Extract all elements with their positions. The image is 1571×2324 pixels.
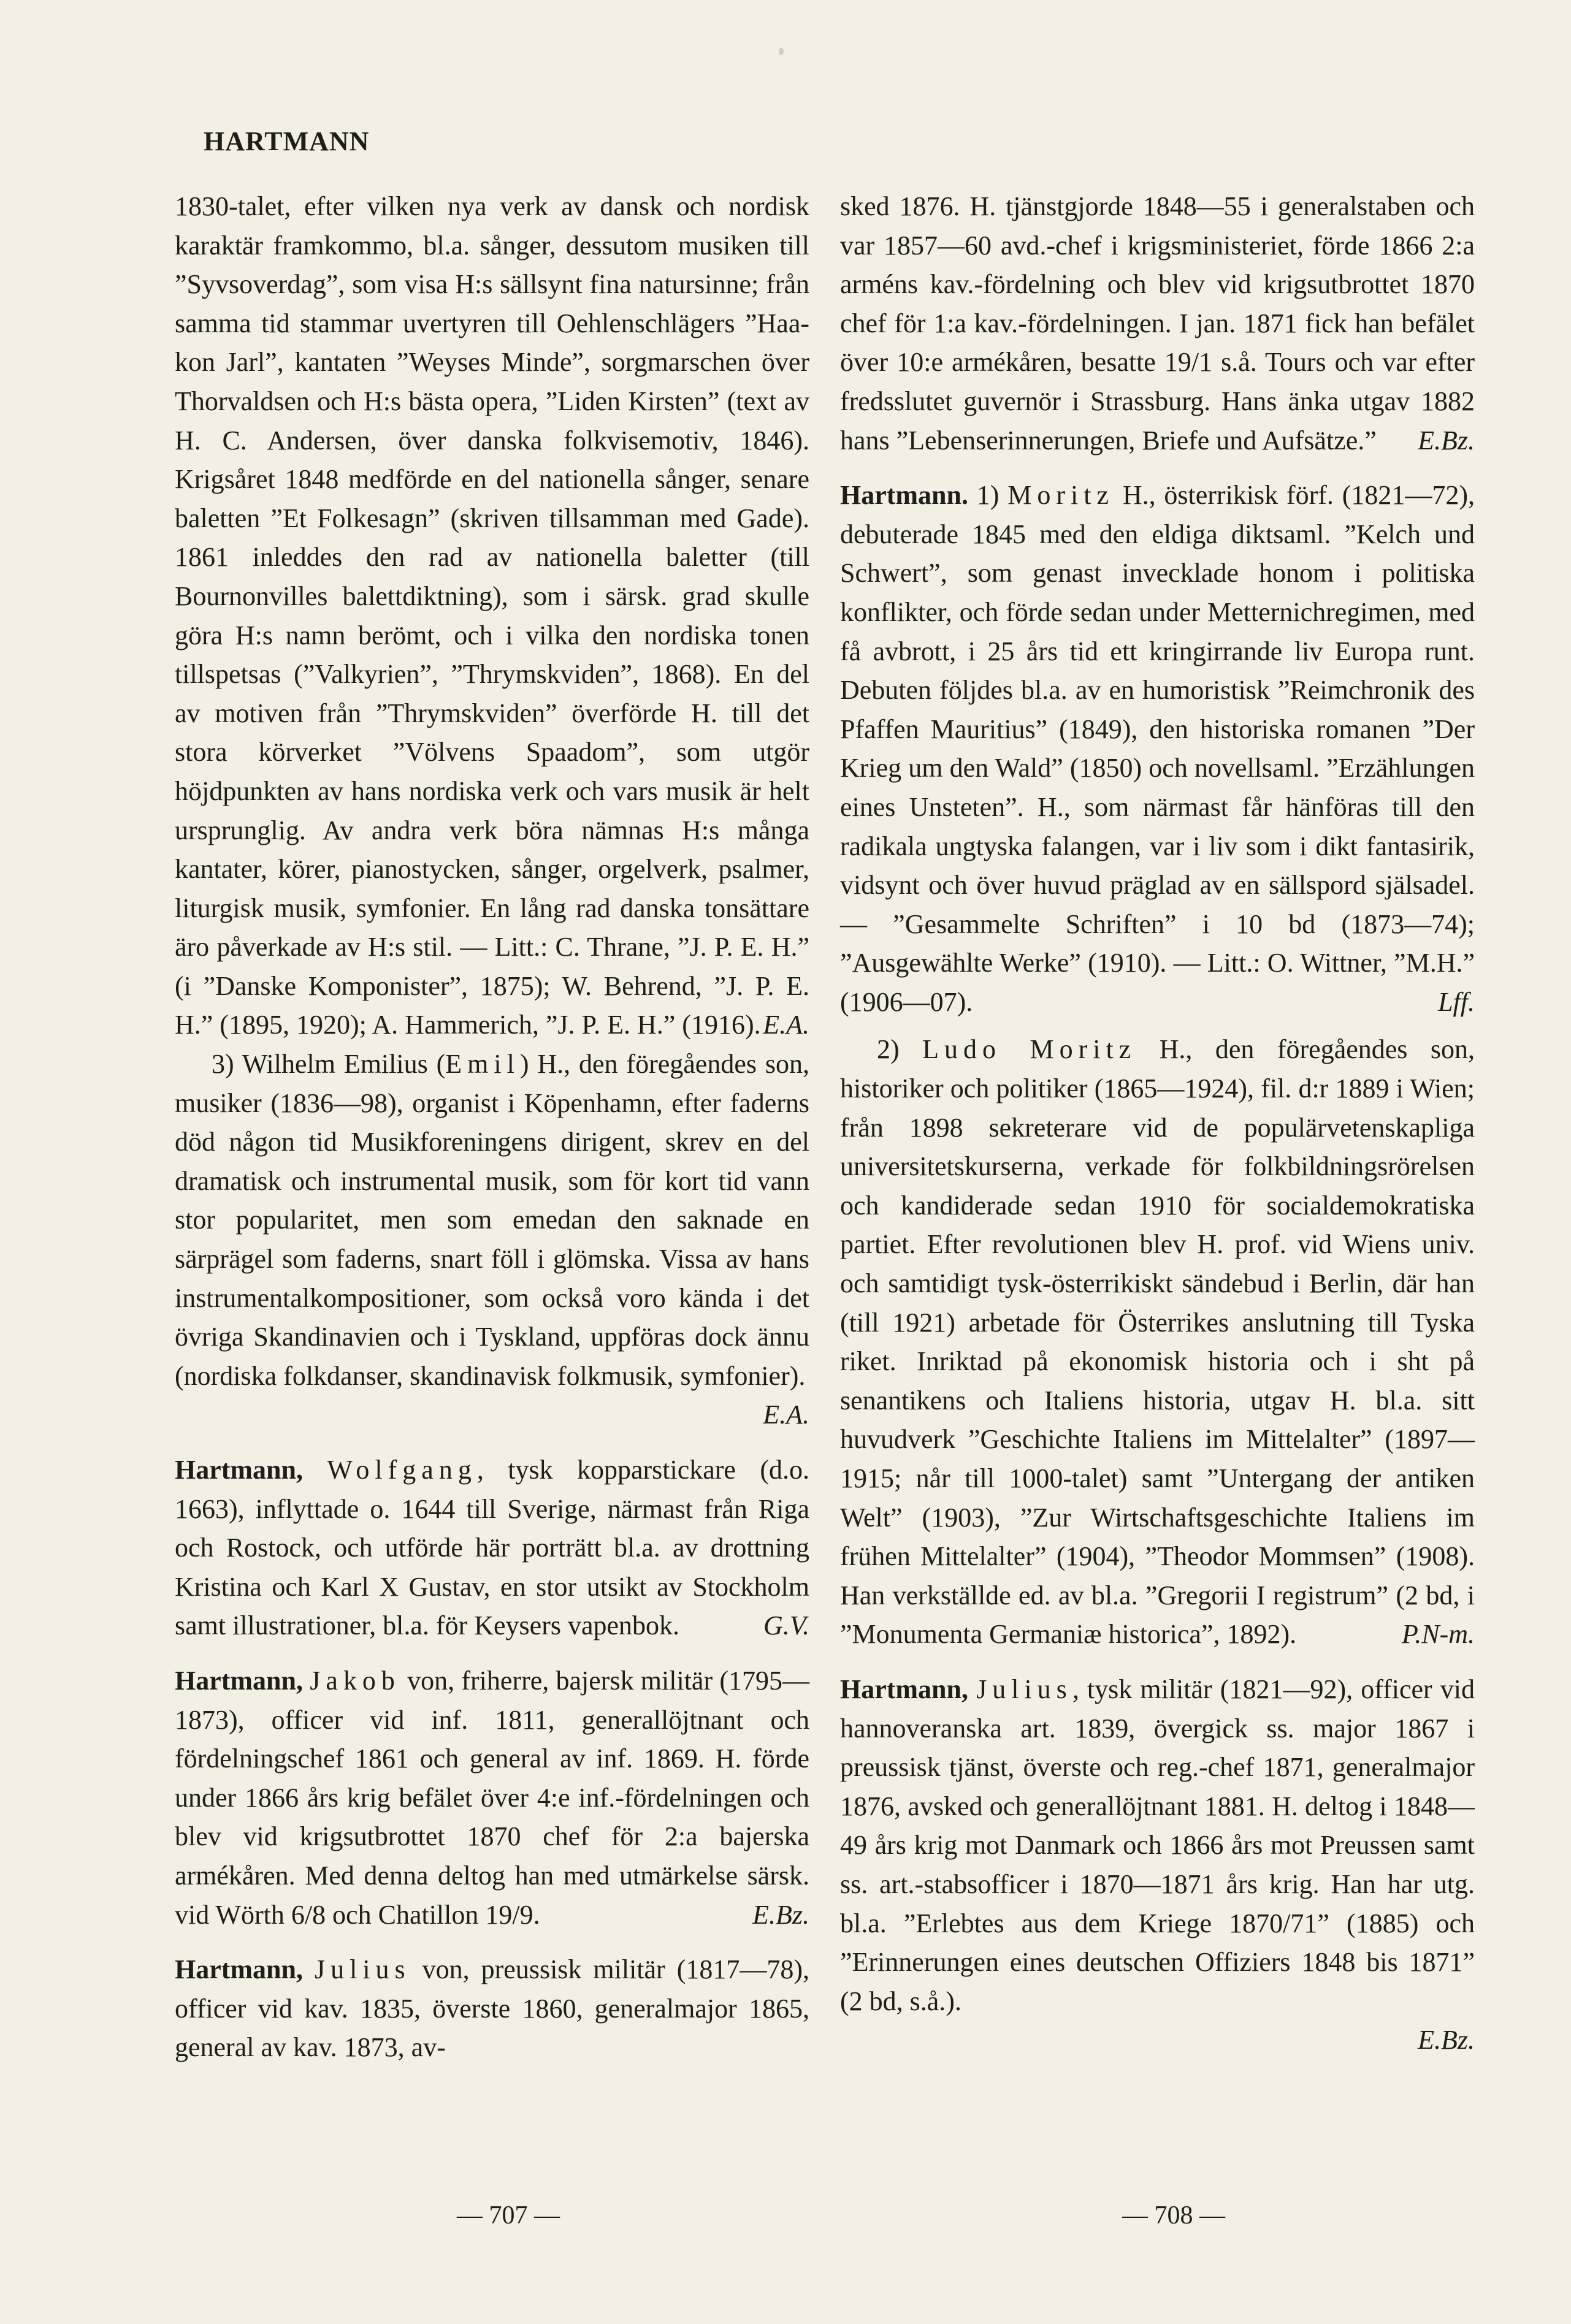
entry-ludo-moritz bbox=[840, 1030, 1475, 1654]
entry-julius-von bbox=[175, 1950, 809, 2067]
page-number-left: — 707 — bbox=[457, 2201, 560, 2230]
entry-text: H., österrikisk förf. (1821—72), debuterade 1845 med den eldiga diktsaml. ”Kelch und Schwert”, som genast invecklade honom i politiska konflikter, och förde sedan under Metternichregimen, med få avbrott, i 25 års tid ett kringirrande liv Europa runt. Debuten följdes bl.a. av en humoristisk ”Reimchronik des Pfaffen Mauritius” (1849), den historiska romanen ”Der Krieg um den Wald” (1850) och novellsaml. ”Erzählungen eines Unsteten”. H., som närmast får hänföras till den radikala ungtyska falangen, var i liv som i dikt fantasirik, vidsynt och över huvud präglad av en sällspord själsadel. — ”Gesammelte Schriften” i 10 bd (1873—74); ”Ausgewählte Werke” (1910). — Litt.: O. Wittner, ”M.H.” (1906—07). bbox=[840, 480, 1475, 1017]
entry-name-spaced: Wolfgang bbox=[327, 1455, 477, 1485]
entry-name: Wilhelm Emilius ( bbox=[242, 1049, 446, 1080]
paragraph-text: sked 1876. H. tjänstgjorde 1848—55 i generalstaben och var 1857—60 avd.-chef i krigsministeriet, förde 1866 2:a arméns kav.-fördelning och blev vid krigsutbrottet 1870 chef för 1:a kav.-fördelningen. I jan. 1871 fick han befälet över 10:e armékåren, besatte 19/1 s.å. Tours och var efter fredsslutet guvernör i Strassburg. Hans änka utgav 1882 hans ”Lebenserinnerungen, Briefe und Aufsätze.” bbox=[840, 191, 1475, 455]
author-signature: E.Bz. bbox=[1418, 2025, 1475, 2055]
author-signature: E.Bz. bbox=[752, 1899, 809, 1930]
entry-text: von, friherre, bajersk militär (1795—1873), officer vid inf. 1811, generallöjtnant och fördelningschef 1861 och general av inf. 1869. H. förde under 1866 års krig befälet över 4:e inf.-fördelningen och blev vid krigsutbrottet 1870 chef för 2:a bajerska armékåren. Med denna deltog han med utmärkelse särsk. vid Wörth 6/8 och Chatillon 19/9. bbox=[175, 1665, 809, 1930]
entry-name-spaced: Julius bbox=[976, 1674, 1072, 1704]
entry-headword: Hartmann, bbox=[840, 1674, 968, 1704]
entry-headword: Hartmann. bbox=[840, 480, 968, 511]
entry-jakob bbox=[175, 1661, 809, 1934]
paragraph-text: 1830-talet, efter vilken nya verk av dansk och nordisk karaktär framkommo, bl.a. sånger, dessutom musiken till ”Syvsoverdag”, som visa H:s sällsynt fina natursinne; från samma tid stammar uvertyren till Oehlenschlägers ”Haa-kon Jarl”, kantaten ”Weyses Minde”, sorgmarschen över Thorvaldsen och H:s bästa opera, ”Liden Kirsten” (text av H. C. Andersen, över danska folkvisemotiv, 1846). Krigsåret 1848 medförde en del nationella sånger, senare baletten ”Et Folkesagn” (skriven tillsamman med Gade). 1861 inleddes den rad av nationella baletter (till Bournonvilles balettdiktning), som i särsk. grad skulle göra H:s namn berömt, och i vilka den nordiska tonen tillspetsas (”Valkyrien”, ”Thrymskviden”, 1868). En del av motiven från ”Thrymskviden” överförde H. till det stora körverket ”Völvens Spaadom”, som utgör höjdpunkten av hans nordiska verk och vars musik är helt ursprunglig. Av andra verk böra nämnas H:s många kantater, körer, pianostycken, sånger, orgelverk, psalmer, liturgisk musik, symfonier. En lång rad danska tonsättare äro påverkade av H:s stil. — Litt.: C. Thrane, ”J. P. E. H.” (i ”Danske Komponister”, 1875); W. Behrend, ”J. P. E. H.” (1895, 1920); A. Hammerich, ”J. P. E. H.” (1916). bbox=[175, 191, 809, 1040]
author-signature: E.Bz. bbox=[1418, 425, 1475, 455]
author-signature: E.A. bbox=[763, 1400, 809, 1430]
entry-headword: Hartmann, bbox=[175, 1665, 303, 1696]
entry-text: von, preussisk militär (1817—78), officer vid kav. 1835, överste 1860, generalmajor 1865, general av kav. 1873, av- bbox=[175, 1954, 809, 2063]
entry-name-spaced: Julius bbox=[314, 1954, 411, 1985]
entry-headword: Hartmann, bbox=[175, 1455, 303, 1485]
entry-number: 2) bbox=[877, 1034, 900, 1065]
entry-text: , tysk militär (1821—92), officer vid hannoveranska art. 1839, övergick ss. major 1867 i preussisk tjänst, överste och reg.-chef 1871, generalmajor 1876, avsked och generallöjtnant 1881. H. deltog i 1848—49 års krig mot Danmark och 1866 års mot Preussen samt ss. art.-stabsofficer i 1870—1871 års krig. Han har utg. bl.a. ”Erlebtes aus dem Kriege 1870/71” (1885) och ”Erinnerungen eines deutschen Offiziers 1848 bis 1871” (2 bd, s.å.). bbox=[840, 1674, 1475, 2016]
author-signature: E.A. bbox=[763, 1010, 809, 1040]
entry-name-spaced: Ludo Moritz bbox=[922, 1034, 1137, 1065]
author-signature: G.V. bbox=[763, 1610, 809, 1641]
left-column bbox=[175, 187, 809, 2067]
entry-name-spaced: Jakob bbox=[310, 1665, 400, 1696]
entry-wolfgang bbox=[175, 1450, 809, 1645]
entry-text: H., den föregåendes son, historiker och politiker (1865—1924), fil. d:r 1889 i Wien; från 1898 sekreterare vid de populärvetenskapliga universitetskurserna, verkade för folkbildningsrörelsen och kandiderade sedan 1910 för socialdemokratiska partiet. Efter revolutionen blev H. prof. vid Wiens univ. och samtidigt tysk-österrikiskt sändebud i Berlin, där han (till 1921) arbetade för Österrikes anslutning till Tyska riket. Inriktad på ekonomisk historia och i sht på senantikens och Italiens historia, utgav H. bl.a. sitt huvudverk ”Geschichte Italiens im Mittelalter” (1897—1915; når till 1000-talet) samt ”Untergang der antiken Welt” (1903), ”Zur Wirtschaftsgeschichte Italiens im frühen Mittelalter” (1904), ”Theodor Mommsen” (1908). Han verkställde ed. av bl.a. ”Gregorii I registrum” (2 bd, i ”Monumenta Germaniæ historica”, 1892). bbox=[840, 1034, 1475, 1650]
entry-number: 3) bbox=[212, 1049, 234, 1080]
entry-headword: Hartmann, bbox=[175, 1954, 303, 1985]
entry-text: , tysk kopparstickare (d.o. 1663), inflyttade o. 1644 till Sverige, närmast från Riga och Rostock, och utförde här porträtt bl.a. av drottning Kristina och Karl X Gustav, en stor utsikt av Stockholm samt illustrationer, bl.a. för Keysers vapenbok. bbox=[175, 1455, 810, 1641]
page-number-right: — 708 — bbox=[1122, 2201, 1225, 2230]
author-signature: P.N-m. bbox=[1402, 1619, 1475, 1650]
entry-name-spaced: Emil bbox=[445, 1049, 520, 1080]
paper-speck bbox=[779, 48, 784, 55]
entry-moritz bbox=[840, 476, 1475, 1021]
entry-text: ) H., den föregåendes son, musiker (1836—98), organist i Köpenhamn, efter faderns död någon tid Musikforeningens dirigent, skrev en del dramatisk och instrumental musik, som för kort tid vann stor popularitet, men som emedan den saknade en särprägel som faderns, snart föll i glömska. Vissa av hans instrumentalkompositioner, som också voro kända i det övriga Skandinavien och i Tyskland, uppföras dock ännu (nordiska folkdanser, skandinavisk folkmusik, symfonier). bbox=[175, 1049, 809, 1391]
entry-julius bbox=[840, 1670, 1475, 2060]
running-header: HARTMANN bbox=[204, 126, 370, 156]
entry-name-spaced: Moritz bbox=[1007, 480, 1115, 511]
right-column bbox=[840, 187, 1475, 2060]
author-signature: Lff. bbox=[1438, 986, 1475, 1017]
entry-wilhelm bbox=[175, 1045, 809, 1434]
paragraph-continuation bbox=[175, 187, 809, 1045]
entry-number: 1) bbox=[976, 480, 1000, 511]
paragraph-continuation bbox=[840, 187, 1475, 460]
